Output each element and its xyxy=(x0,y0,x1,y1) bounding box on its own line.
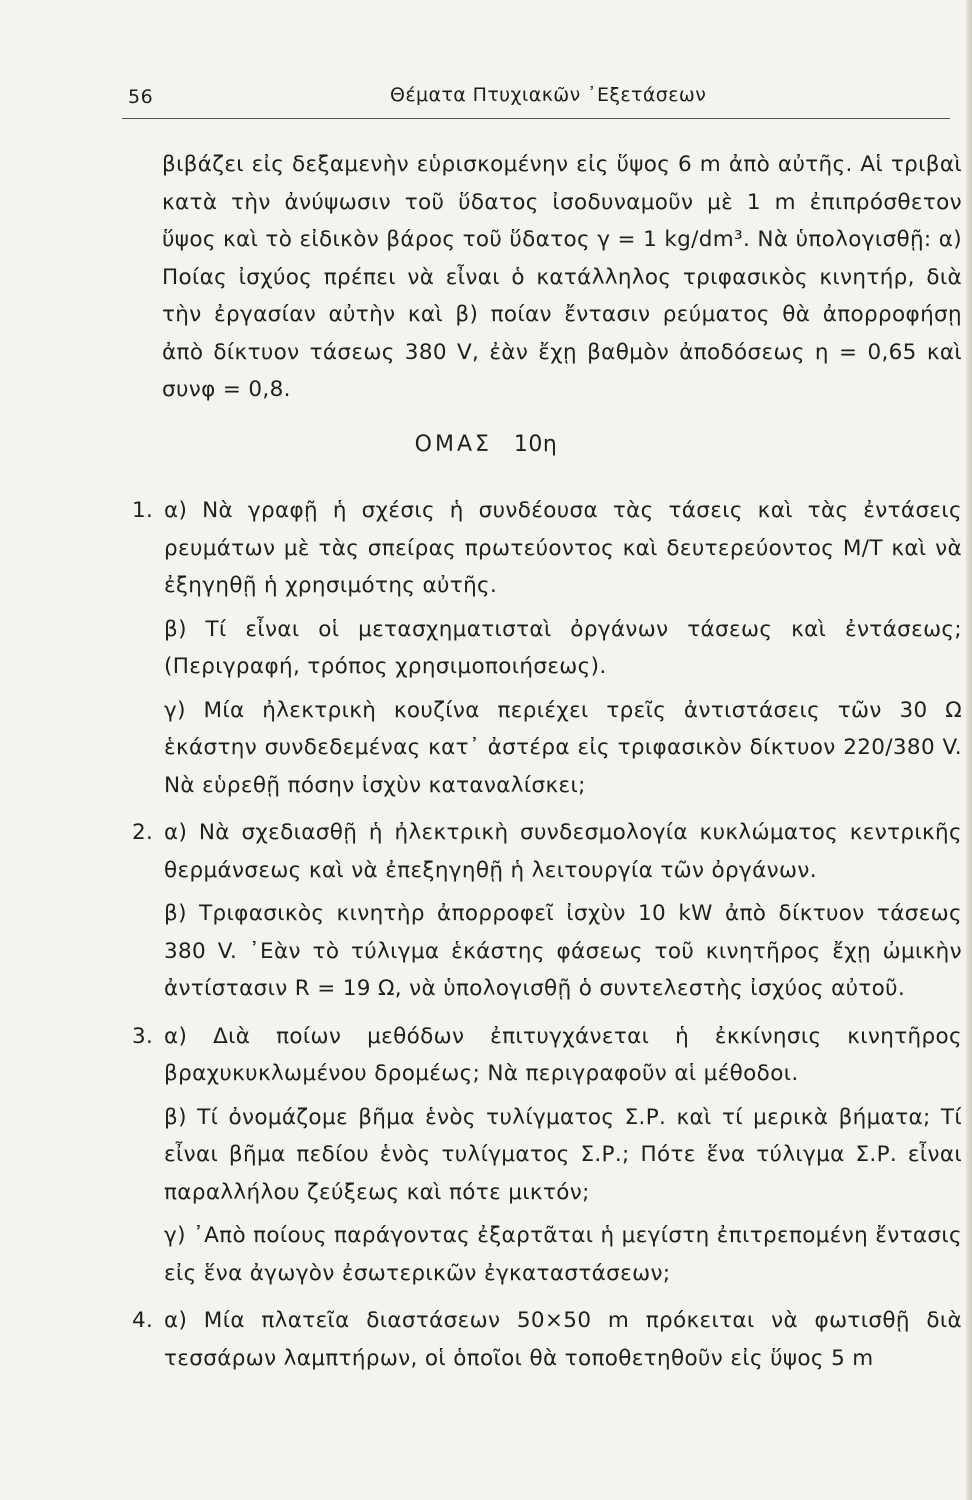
question-part: γ) ᾿Απὸ ποίους παράγοντας ἐξαρτᾶται ἡ μεγίστη ἐπιτρεπομένη ἔντασις εἰς ἕνα ἀγωγὸν ἐσωτερικῶν ἐγκαταστάσεων; xyxy=(164,1223,963,1286)
question-list xyxy=(122,492,962,1387)
question-part: α) Νὰ γραφῇ ἡ σχέσις ἡ συνδέουσα τὰς τάσεις καὶ τὰς ἐντάσεις ρευμάτων μὲ τὰς σπείρας πρωτεύοντος καὶ δευτερεύοντος Μ/Τ καὶ νὰ ἐξηγηθῇ ἡ χρησιμότης αὐτῆς. xyxy=(164,498,962,598)
question-1 xyxy=(122,492,962,804)
section-heading xyxy=(0,432,972,457)
question-number: 2. xyxy=(132,820,154,845)
question-part: γ) Μία ἠλεκτρικὴ κουζίνα περιέχει τρεῖς ἀντιστάσεις τῶν 30 Ω ἑκάστην συνδεδεμένας κατ᾿ ἀστέρα εἰς τριφασικὸν δίκτυον 220/380 V. Νὰ εὑρεθῇ πόσην ἰσχὺν καταναλίσκει; xyxy=(164,697,962,798)
continuation-paragraph: βιβάζει εἰς δεξαμενὴν εὑρισκομένην εἰς ὕψος 6 m ἀπὸ αὐτῆς. Αἱ τριβαὶ κατὰ τὴν ἀνύψωσιν τοῦ ὕδατος ἰσοδυναμοῦν μὲ 1 m ἐπιπρόσθετον ὕψος καὶ τὸ εἰδικὸν βάρος τοῦ ὕδατος γ = 1 kg/dm³. Νὰ ὑπολογισθῇ: α) Ποίας ἰσχύος πρέπει νὰ εἶναι ὁ κατάλληλος τριφασικὸς κινητήρ, διὰ τὴν ἐργασίαν αὐτὴν καὶ β) ποίαν ἔντασιν ρεύματος θὰ ἀπορροφήσῃ ἀπὸ δίκτυον τάσεως 380 V, ἐὰν ἔχῃ βαθμὸν ἀποδόσεως η = 0,65 καὶ συνφ = 0,8. xyxy=(162,152,962,402)
question-2 xyxy=(122,814,962,1008)
question-number: 1. xyxy=(132,498,154,523)
page-number: 56 xyxy=(128,86,154,108)
page-header xyxy=(122,72,942,112)
header-rule xyxy=(122,118,950,119)
question-part: α) Νὰ σχεδιασθῇ ἡ ἠλεκτρικὴ συνδεσμολογία κυκλώματος κεντρικῆς θερμάνσεως καὶ νὰ ἐπεξηγηθῇ ἡ λειτουργία τῶν ὀργάνων. xyxy=(164,820,962,883)
question-3 xyxy=(122,1018,962,1293)
question-part: β) Τί εἶναι οἱ μετασχηματισταὶ ὀργάνων τάσεως καὶ ἐντάσεως; (Περιγραφή, τρόπος χρησιμοποιήσεως). xyxy=(164,616,962,679)
question-part: α) Διὰ ποίων μεθόδων ἐπιτυγχάνεται ἡ ἐκκίνησις κινητῆρος βραχυκυκλωμένου δρομέως; Νὰ περιγραφοῦν αἱ μέθοδοι. xyxy=(164,1023,962,1086)
section-title: ΟΜΑΣ xyxy=(414,432,492,457)
question-number: 3. xyxy=(132,1023,154,1049)
question-4 xyxy=(122,1302,962,1377)
continuation-block xyxy=(162,146,962,409)
question-part: β) Τριφασικὸς κινητὴρ ἀπορροφεῖ ἰσχὺν 10 kW ἀπὸ δίκτυον τάσεως 380 V. ᾿Εὰν τὸ τύλιγμα ἑκάστης φάσεως τοῦ κινητῆρος ἔχῃ ὠμικὴν ἀντίστασιν R = 19 Ω, νὰ ὑπολογισθῇ ὁ συντελεστὴς ἰσχύος αὐτοῦ. xyxy=(164,901,962,1001)
question-part: α) Μία πλατεῖα διαστάσεων 50×50 m πρόκειται νὰ φωτισθῇ διὰ τεσσάρων λαμπτήρων, οἱ ὁποῖοι θὰ τοποθετηθοῦν εἰς ὕψος 5 m xyxy=(164,1308,962,1371)
section-number: 10η xyxy=(513,432,558,457)
page-edge-shadow xyxy=(966,0,972,1500)
running-title: Θέματα Πτυχιακῶν ᾿Εξετάσεων xyxy=(390,84,707,106)
question-number: 4. xyxy=(132,1308,154,1333)
question-part: β) Τί ὀνομάζομε βῆμα ἑνὸς τυλίγματος Σ.Ρ. καὶ τί μερικὰ βήματα; Τί εἶναι βῆμα πεδίου ἑνὸς τυλίγματος Σ.Ρ.; Πότε ἕνα τύλιγμα Σ.Ρ. εἶναι παραλλήλου ζεύξεως καὶ πότε μικτόν; xyxy=(164,1104,962,1205)
